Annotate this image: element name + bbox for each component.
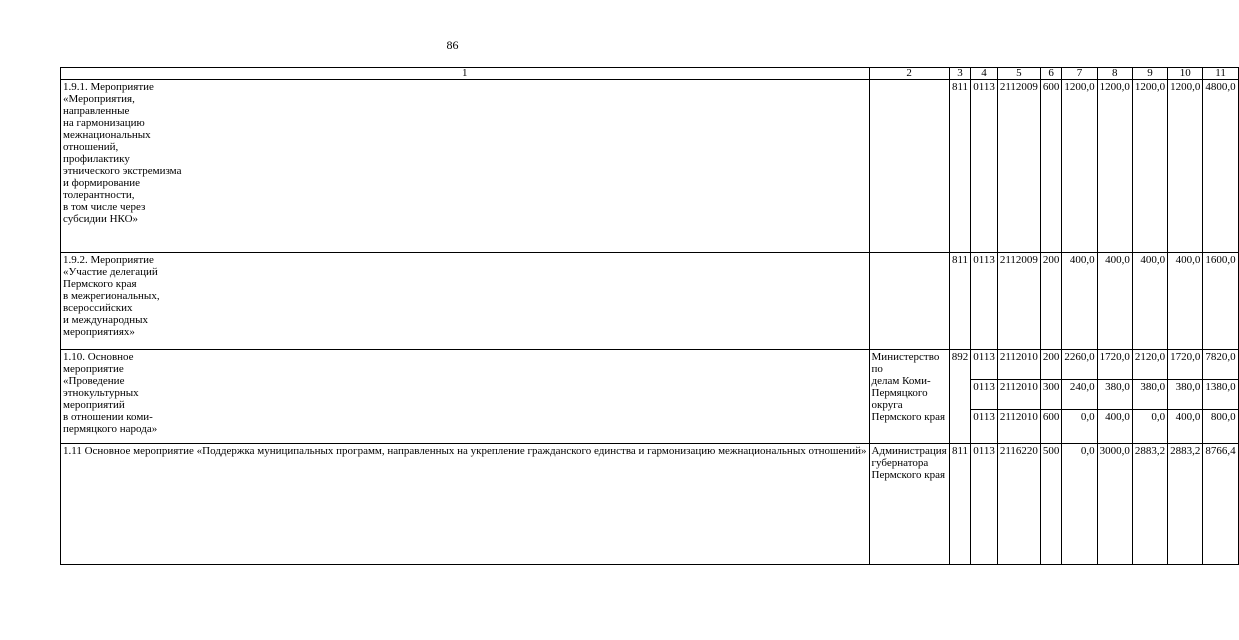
- amount-10: 1720,0: [1168, 350, 1203, 380]
- amount-9: 2883,2: [1132, 444, 1167, 565]
- amount-11: 8766,4: [1203, 444, 1238, 565]
- vr-code: 200: [1040, 253, 1062, 350]
- amount-11: 1600,0: [1203, 253, 1238, 350]
- amount-8: 3000,0: [1097, 444, 1132, 565]
- amount-7: 400,0: [1062, 253, 1097, 350]
- amount-8: 1720,0: [1097, 350, 1132, 380]
- column-header: 8: [1097, 68, 1132, 80]
- csr-code: 2112009: [997, 80, 1040, 253]
- amount-7: 240,0: [1062, 380, 1097, 410]
- rzpr-code: 0113: [971, 80, 998, 253]
- rzpr-code: 0113: [971, 350, 998, 380]
- csr-code: 2112010: [997, 380, 1040, 410]
- amount-9: 1200,0: [1132, 80, 1167, 253]
- amount-9: 2120,0: [1132, 350, 1167, 380]
- table-header-row: [61, 68, 1239, 80]
- csr-code: 2112010: [997, 350, 1040, 380]
- grbs-code: 811: [949, 80, 971, 253]
- grbs-code: 811: [949, 444, 971, 565]
- csr-code: 2112010: [997, 410, 1040, 444]
- grbs-code: 892: [949, 350, 971, 444]
- column-header: 9: [1132, 68, 1167, 80]
- amount-11: 4800,0: [1203, 80, 1238, 253]
- amount-8: 400,0: [1097, 253, 1132, 350]
- vr-code: 600: [1040, 80, 1062, 253]
- amount-10: 400,0: [1168, 410, 1203, 444]
- rzpr-code: 0113: [971, 380, 998, 410]
- rzpr-code: 0113: [971, 410, 998, 444]
- executor: Министерство по делам Коми- Пермяцкого округа Пермского края: [869, 350, 949, 444]
- column-header: 3: [949, 68, 971, 80]
- amount-10: 1200,0: [1168, 80, 1203, 253]
- amount-8: 400,0: [1097, 410, 1132, 444]
- amount-11: 7820,0: [1203, 350, 1238, 380]
- column-header: 5: [997, 68, 1040, 80]
- vr-code: 200: [1040, 350, 1062, 380]
- budget-table: [60, 67, 1239, 565]
- amount-10: 400,0: [1168, 253, 1203, 350]
- amount-10: 380,0: [1168, 380, 1203, 410]
- table-row: [61, 80, 1239, 253]
- table-row: [61, 444, 1239, 565]
- column-header: 6: [1040, 68, 1062, 80]
- vr-code: 500: [1040, 444, 1062, 565]
- amount-8: 1200,0: [1097, 80, 1132, 253]
- column-header: 10: [1168, 68, 1203, 80]
- executor: [869, 253, 949, 350]
- rzpr-code: 0113: [971, 444, 998, 565]
- amount-11: 1380,0: [1203, 380, 1238, 410]
- amount-10: 2883,2: [1168, 444, 1203, 565]
- grbs-code: 811: [949, 253, 971, 350]
- executor: [869, 80, 949, 253]
- amount-9: 0,0: [1132, 410, 1167, 444]
- event-name: 1.10. Основное мероприятие «Проведение этнокультурных мероприятий в отношении коми- пермяцкого народа»: [61, 350, 870, 444]
- column-header: 2: [869, 68, 949, 80]
- amount-7: 0,0: [1062, 444, 1097, 565]
- executor: Администрация губернатора Пермского края: [869, 444, 949, 565]
- amount-8: 380,0: [1097, 380, 1132, 410]
- amount-9: 400,0: [1132, 253, 1167, 350]
- vr-code: 600: [1040, 410, 1062, 444]
- amount-9: 380,0: [1132, 380, 1167, 410]
- amount-11: 800,0: [1203, 410, 1238, 444]
- page-number: 86: [446, 38, 459, 52]
- amount-7: 1200,0: [1062, 80, 1097, 253]
- event-name: 1.9.1. Мероприятие «Мероприятия, направленные на гармонизацию межнациональных отношений, профилактику этнического экстремизма и формирование толерантности, в том числе через субсидии НКО»: [61, 80, 870, 253]
- csr-code: 2112009: [997, 253, 1040, 350]
- column-header: 7: [1062, 68, 1097, 80]
- table-row: [61, 350, 1239, 380]
- rzpr-code: 0113: [971, 253, 998, 350]
- amount-7: 2260,0: [1062, 350, 1097, 380]
- event-name: 1.9.2. Мероприятие «Участие делегаций Пермского края в межрегиональных, всероссийских и международных мероприятиях»: [61, 253, 870, 350]
- column-header: 1: [61, 68, 870, 80]
- table-row: [61, 253, 1239, 350]
- column-header: 4: [971, 68, 998, 80]
- column-header: 11: [1203, 68, 1238, 80]
- amount-7: 0,0: [1062, 410, 1097, 444]
- vr-code: 300: [1040, 380, 1062, 410]
- event-name: 1.11 Основное мероприятие «Поддержка муниципальных программ, направленных на укрепление гражданского единства и гармонизацию межнациональных отношений»: [61, 444, 870, 565]
- csr-code: 2116220: [997, 444, 1040, 565]
